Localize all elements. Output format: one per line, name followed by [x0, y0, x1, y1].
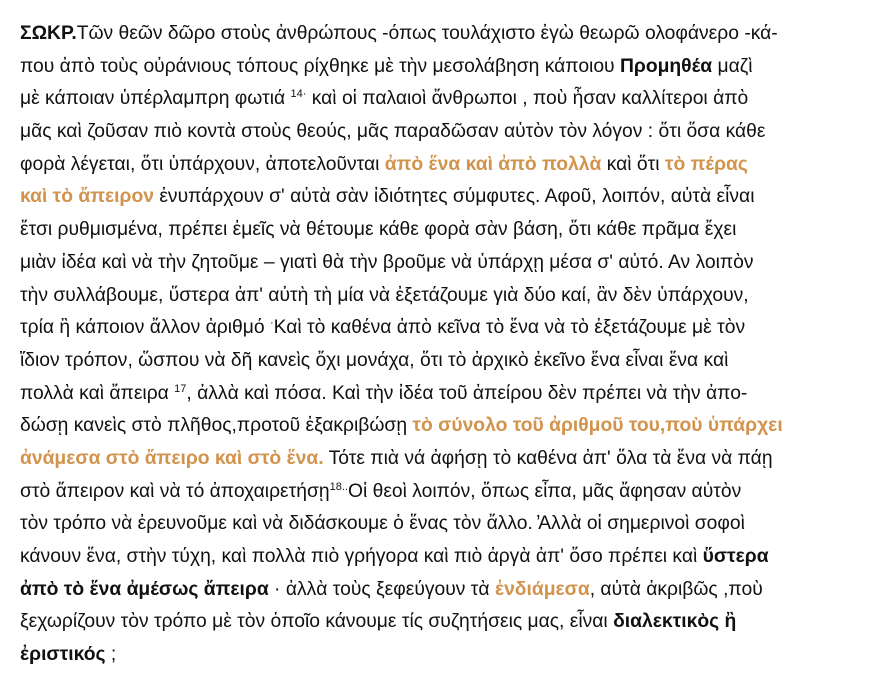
text-line [20, 476, 876, 509]
text-run: μὲ κάποιαν ὑπέρλαμπρη φωτιά [20, 88, 291, 110]
highlighted-phrase: τὸ πέρας [664, 153, 748, 175]
footnote-marker: · [269, 317, 274, 330]
text-run: καὶ οἱ παλαιοὶ ἄνθρωποι , ποὺ ἦσαν καλλίτεροι ἀπὸ [306, 88, 749, 110]
text-run: Τῶν θεῶν δῶρο στοὺς ἀνθρώπους -όπως τουλάχιστο ἐγὼ θεωρῶ ολοφάνερο -κά- [76, 23, 778, 44]
text-line [20, 541, 876, 574]
text-run: δώσῃ κανεὶς στὸ πλῆθος,προτοῦ ἐξακριβώσῃ [20, 415, 413, 437]
text-line [20, 639, 876, 672]
text-body [20, 18, 876, 672]
text-line [20, 378, 876, 411]
bold-phrase: ὕστερα [702, 546, 769, 567]
text-line [20, 51, 876, 84]
text-run: τὴν συλλάβουμε, ὕστερα ἀπ' αὐτὴ τὴ μία νὰ ἐξετάζουμε γιὰ δύο καί, ἂν δὲν ὑπάρχουν, [20, 284, 749, 306]
text-line [20, 149, 876, 182]
footnote-marker: 18.. [329, 480, 348, 493]
text-run: , αὐτὰ ἀκριβῶς ,ποὺ [589, 578, 763, 600]
text-run: · ἀλλὰ τοὺς ξεφεύγουν τὰ [268, 578, 495, 600]
text-run: , ἀλλὰ καὶ πόσα. Καὶ τὴν ἰδέα τοῦ ἀπείρου δὲν πρέπει νὰ τὴν ἀπο- [186, 382, 748, 404]
text-line [20, 508, 876, 541]
text-line [20, 345, 876, 378]
text-line [20, 606, 876, 639]
text-run: ἐνυπάρχουν σ' αὐτὰ σὰν ἰδιότητες σύμφυτες. Αφοῦ, λοιπόν, αὐτὰ εἶναι [153, 186, 755, 208]
text-run: φορὰ λέγεται, ὅτι ὑπάρχουν, ἀποτελοῦνται [20, 153, 385, 175]
highlighted-phrase: ἀπὸ ἕνα καὶ ἀπὸ πολλὰ [384, 153, 602, 175]
text-run: στὸ ἄπειρον καὶ νὰ τό ἀποχαιρετήσῃ [20, 480, 330, 502]
text-line [20, 83, 876, 116]
highlighted-phrase: καὶ τὸ ἄπειρον [20, 186, 154, 208]
footnote-marker: 17 [174, 382, 187, 395]
bold-phrase: ἀπὸ τὸ ἕνα ἀμέσως ἄπειρα [20, 578, 269, 600]
text-line [20, 214, 876, 247]
text-line [20, 443, 876, 476]
text-run: πολλὰ καὶ ἄπειρα [20, 382, 175, 404]
text-run: ἴδιον τρόπον, ὥσπου νὰ δῆ κανεὶς ὄχι μονάχα, ὅτι τὸ ἀρχικὸ ἐκεῖνο ἕνα εἶναι ἕνα καὶ [20, 349, 729, 371]
text-run: τρία ἢ κάποιον ἄλλον ἀριθμό [20, 317, 270, 339]
text-line [20, 574, 876, 607]
text-run: μαζὶ [712, 55, 753, 77]
text-run: Καὶ τὸ καθένα ἀπὸ κεῖνα τὸ ἕνα νὰ τὸ ἐξετάζουμε μὲ τὸν [273, 317, 746, 339]
text-run: καὶ ὅτι [601, 153, 665, 175]
text-run: Οἱ θεοὶ λοιπόν, ὅπως εἶπα, μᾶς ἄφησαν αὐτὸν [347, 480, 742, 502]
text-line [20, 116, 876, 149]
bold-phrase: Προμηθέα [619, 55, 713, 77]
text-run: ; [105, 644, 117, 666]
bold-phrase: ΣΩΚΡ. [20, 23, 77, 44]
text-line [20, 247, 876, 280]
text-line [20, 312, 876, 345]
text-run: ἔτσι ρυθμισμένα, πρέπει ἐμεῖς νὰ θέτουμε κάθε φορὰ σὰν βάση, ὅτι κάθε πρᾶμα ἔχει [20, 219, 737, 241]
text-run: ξεχωρίζουν τὸν τρόπο μὲ τὸν ὁποῖο κάνουμε τίς συζητήσεις μας, εἶναι [20, 611, 614, 633]
text-run: κάνουν ἕνα, στὴν τύχη, καὶ πολλὰ πιὸ γρήγορα καὶ πιὸ ἀργὰ ἀπ' ὅσο πρέπει καὶ [20, 546, 703, 567]
text-run: μιὰν ἰδέα καὶ νὰ τὴν ζητοῦμε – γιατὶ θὰ τὴν βροῦμε νὰ ὑπάρχῃ μέσα σ' αὐτό. Αν λοιπὸν [20, 251, 754, 273]
text-run: Τότε πιὰ νά ἀφήσῃ τὸ καθένα ἀπ' ὅλα τὰ ἕνα νὰ πάῃ [323, 447, 773, 469]
text-line [20, 181, 876, 214]
text-run: που ἀπὸ τοὺς οὐράνιους τόπους ρίχθηκε μὲ τὴν μεσολάβηση κάποιου [20, 55, 620, 77]
highlighted-phrase: ἀνάμεσα στὸ ἄπειρο καὶ στὸ ἕνα. [20, 447, 324, 469]
text-line [20, 280, 876, 313]
text-line [20, 18, 876, 51]
bold-phrase: ἐριστικός [20, 644, 106, 666]
highlighted-phrase: ἐνδιάμεσα [494, 578, 590, 600]
text-run: τὸν τρόπο νὰ ἐρευνοῦμε καὶ νὰ διδάσκουμε ὁ ἕνας τὸν ἄλλο. ̓Αλλὰ οἱ σημερινοὶ σοφοὶ [20, 513, 745, 535]
bold-phrase: διαλεκτικὸς ἢ [613, 611, 737, 633]
text-line [20, 410, 876, 443]
text-run: μᾶς καὶ ζοῦσαν πιὸ κοντὰ στοὺς θεούς, μᾶς παραδῶσαν αὐτὸν τὸν λόγον : ὅτι ὅσα κάθε [20, 121, 766, 143]
highlighted-phrase: τὸ σύνολο τοῦ ἀριθμοῦ του,ποὺ ὑπάρχει [412, 415, 783, 437]
footnote-marker: 14· [290, 88, 307, 101]
